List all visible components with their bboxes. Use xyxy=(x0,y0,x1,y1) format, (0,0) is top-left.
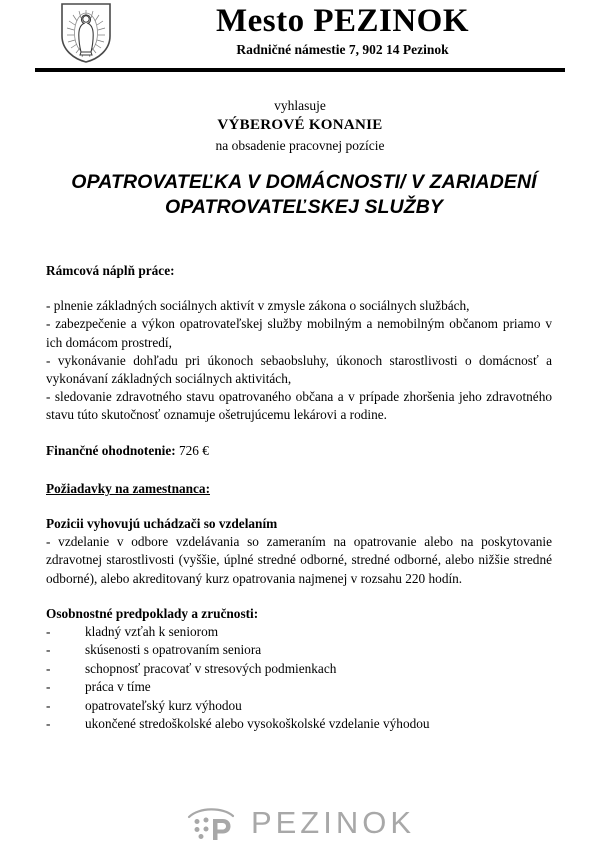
announce-line-3: na obsadenie pracovnej pozície xyxy=(215,138,385,153)
list-item-label: skúsenosti s opatrovaním seniora xyxy=(85,642,262,658)
document-body xyxy=(46,262,552,733)
dash-bullet: - xyxy=(46,697,51,713)
list-item xyxy=(46,660,552,678)
footer-wordmark: PEZINOK xyxy=(250,805,416,840)
requirements-heading: Požiadavky na zamestnanca: xyxy=(46,480,210,496)
document-header xyxy=(0,0,600,70)
list-item-label: ukončené stredoškolské alebo vysokoškolské vzdelanie výhodou xyxy=(85,716,430,732)
duty-item: - zabezpečenie a výkon opatrovateľskej služby mobilným a nemobilným občanom priamo v ich domácom prostredí, xyxy=(46,316,552,350)
list-item xyxy=(46,641,552,659)
salary-line xyxy=(46,442,552,460)
dash-bullet: - xyxy=(46,660,51,676)
page-title: Mesto PEZINOK xyxy=(215,3,470,39)
list-item xyxy=(46,678,552,696)
list-item xyxy=(46,623,552,641)
list-item-label: práca v tíme xyxy=(85,679,151,695)
dash-bullet: - xyxy=(46,679,51,695)
duties-heading: Rámcová náplň práce: xyxy=(46,263,175,278)
dash-bullet: - xyxy=(46,642,51,658)
education-heading: Pozicii vyhovujú uchádzači so vzdelaním xyxy=(46,516,278,532)
dash-bullet: - xyxy=(46,716,51,732)
salary-label: Finančné ohodnotenie: xyxy=(46,442,176,458)
list-item-label: opatrovateľský kurz výhodou xyxy=(85,697,242,713)
skills-heading: Osobnostné predpoklady a zručnosti: xyxy=(46,605,259,621)
duty-item: - sledovanie zdravotného stavu opatrovaného občana a v prípade zhoršenia jeho zdravotného stavu túto skutočnosť oznamuje ošetrujúcemu lekárovi a rodine. xyxy=(46,389,552,423)
salary-value: 726 € xyxy=(179,442,209,458)
list-item-label: schopnosť pracovať v stresových podmienkach xyxy=(85,660,337,676)
duty-item: - plnenie základných sociálnych aktivít v zmysle zákona o sociálnych službách, xyxy=(46,298,470,314)
skills-list xyxy=(46,623,552,733)
education-text: - vzdelanie v odbore vzdelávania so zameraním na opatrovanie alebo na poskytovanie zdravotnej starostlivosti (vyššie, úplné stredné odborné, stredné odborné, alebo nižšie stredné odborné), alebo akreditovaný kurz opatrovania najmenej v rozsahu 220 hodín. xyxy=(46,534,552,586)
pezinok-p-dots-logo-icon xyxy=(185,804,237,842)
announcement-block xyxy=(35,96,565,155)
job-title-line-1: OPATROVATEĽKA V DOMÁCNOSTI/ V ZARIADENÍ xyxy=(71,171,537,193)
pezinok-coat-of-arms-icon xyxy=(60,2,112,64)
header-divider xyxy=(35,68,565,72)
list-item xyxy=(46,697,552,715)
job-title xyxy=(48,170,560,220)
list-item-label: kladný vzťah k seniorom xyxy=(85,624,219,640)
duty-item: - vykonávanie dohľadu pri úkonoch sebaobsluhy, úkonoch starostlivosti o domácnosť a vykonávaní základných sociálnych aktivitách, xyxy=(46,352,552,387)
city-address: Radničné námestie 7, 902 14 Pezinok xyxy=(236,42,449,57)
header-text-block xyxy=(120,2,565,58)
announce-line-2: VÝBEROVÉ KONANIE xyxy=(217,117,383,133)
announce-line-1: vyhlasuje xyxy=(274,98,326,113)
job-title-line-2: OPATROVATEĽSKEJ SLUŽBY xyxy=(164,196,444,218)
dash-bullet: - xyxy=(46,624,51,640)
list-item xyxy=(46,715,552,733)
footer-logo xyxy=(0,804,600,842)
